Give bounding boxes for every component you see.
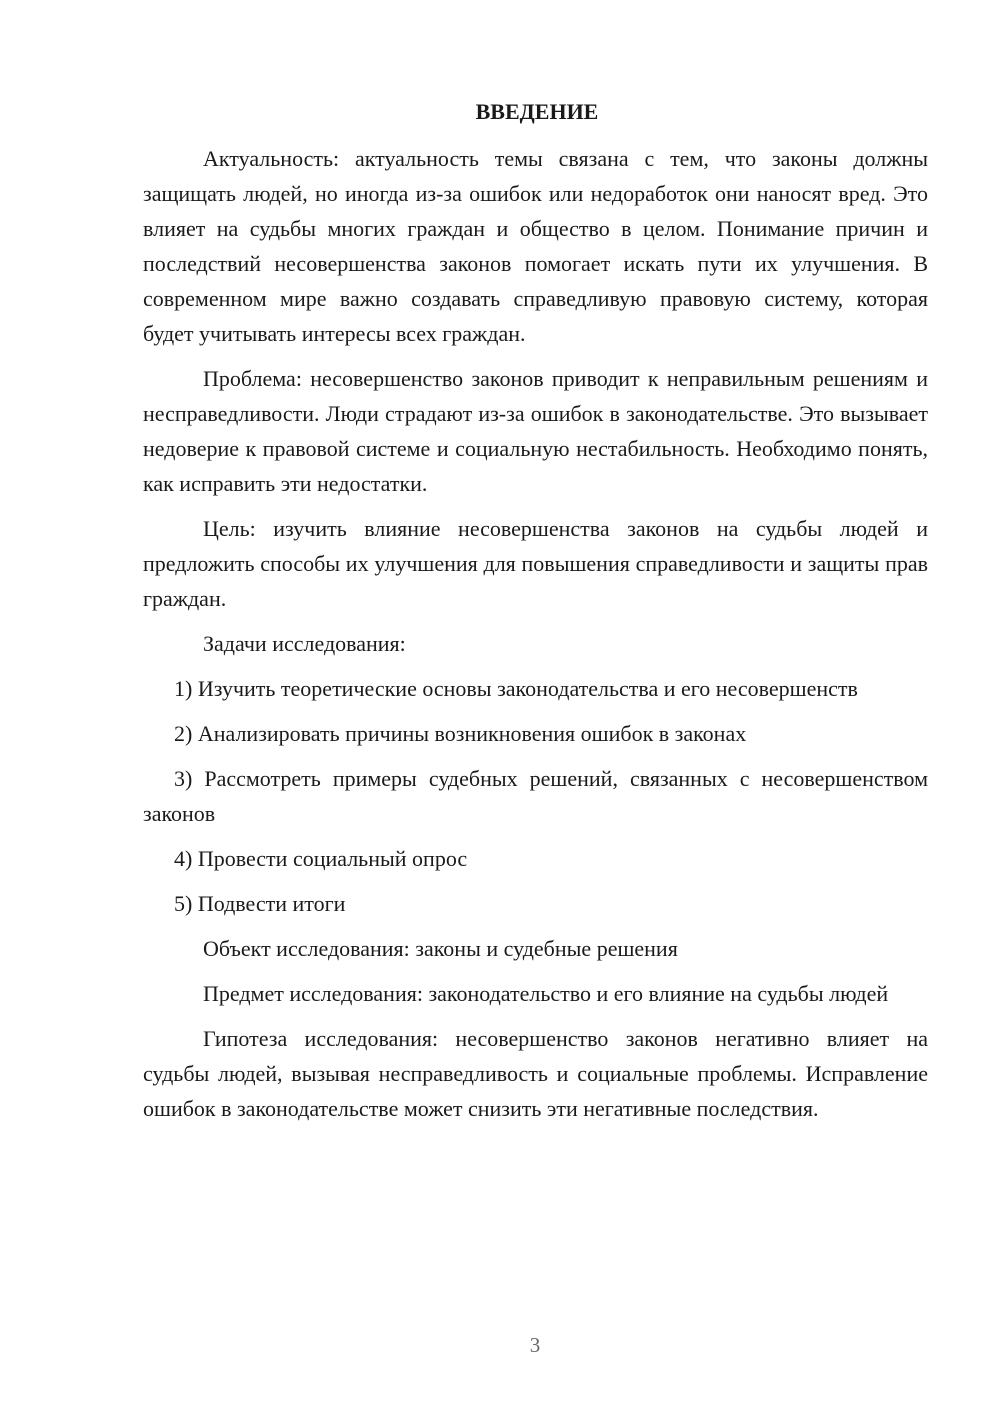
paragraph-object: Объект исследования: законы и судебные решения bbox=[203, 936, 678, 961]
task-item: 3) Рассмотреть примеры судебных решений, связанных с несовершенством законов bbox=[143, 766, 928, 826]
paragraph-relevance: Актуальность: актуальность темы связана с тем, что законы должны защищать людей, но иногда из-за ошибок или недоработок они наносят вред. Это влияет на судьбы многих граждан и общество в целом. Понимание причин и последствий несовершенства законов помогает искать пути их улучшения. В современном мире важно создавать справедливую правовую систему, которая будет учитывать интересы всех граждан. bbox=[143, 146, 928, 346]
page-number: 3 bbox=[529, 1333, 541, 1357]
task-item: 2) Анализировать причины возникновения ошибок в законах bbox=[174, 721, 747, 746]
paragraph-goal: Цель: изучить влияние несовершенства законов на судьбы людей и предложить способы их улучшения для повышения справедливости и защиты прав граждан. bbox=[143, 516, 928, 611]
section-title: ВВЕДЕНИЕ bbox=[475, 99, 599, 124]
document-page bbox=[143, 94, 928, 1136]
paragraph-problem: Проблема: несовершенство законов приводит к неправильным решениям и несправедливости. Люди страдают из-за ошибок в законодательстве. Это вызывает недоверие к правовой системе и социальную нестабильность. Необходимо понять, как исправить эти недостатки. bbox=[143, 366, 928, 496]
paragraph-subject: Предмет исследования: законодательство и его влияние на судьбы людей bbox=[203, 981, 889, 1006]
paragraph-hypothesis: Гипотеза исследования: несовершенство законов негативно влияет на судьбы людей, вызывая несправедливость и социальные проблемы. Исправление ошибок в законодательстве может снизить эти негативные последствия. bbox=[143, 1026, 928, 1121]
task-item: 4) Провести социальный опрос bbox=[174, 846, 468, 871]
task-item: 1) Изучить теоретические основы законодательства и его несовершенств bbox=[174, 676, 858, 701]
tasks-heading: Задачи исследования: bbox=[203, 631, 406, 656]
task-item: 5) Подвести итоги bbox=[174, 891, 346, 916]
